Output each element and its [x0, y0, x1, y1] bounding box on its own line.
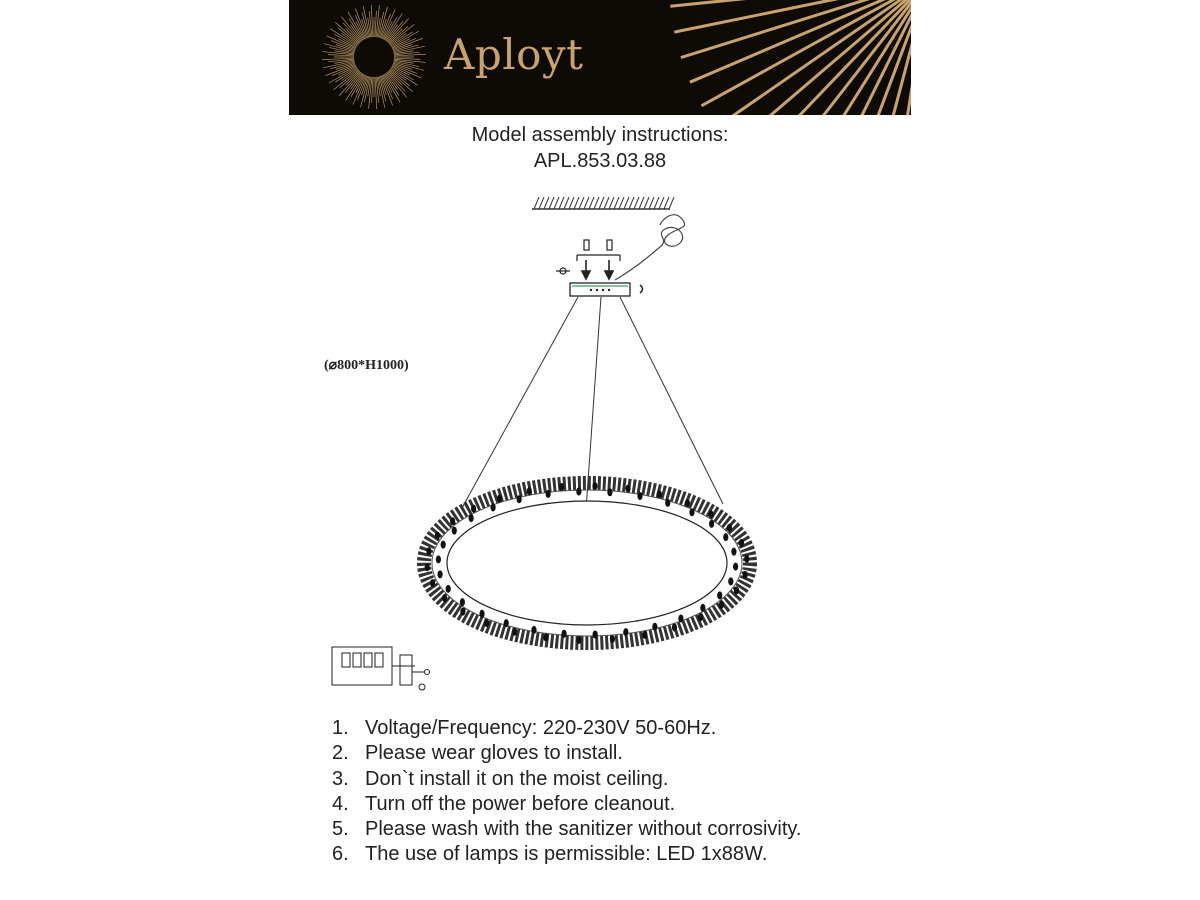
list-item: [332, 842, 801, 867]
brand-name: Aployt: [444, 30, 584, 79]
power-wire-icon: [615, 215, 685, 280]
item-number: 1.: [332, 717, 349, 739]
item-text: Don`t install it on the moist ceiling.: [365, 767, 669, 790]
item-number: 6.: [332, 843, 349, 866]
wiring-diagram-icon: [332, 647, 430, 690]
list-item: [332, 767, 801, 792]
arrow-down-icon: [582, 260, 613, 279]
list-item: [332, 792, 801, 817]
item-number: 3.: [332, 767, 349, 790]
page-title: Model assembly instructions:: [471, 124, 729, 146]
sunburst-logo-icon: [289, 0, 911, 115]
item-text: The use of lamps is permissible: LED 1x88W.: [365, 843, 768, 866]
model-number: APL.853.03.88: [533, 150, 667, 172]
item-text: Please wash with the sanitizer without corrosivity.: [365, 818, 802, 841]
anchor-icon: [556, 268, 570, 274]
item-text: Please wear gloves to install.: [365, 742, 623, 765]
instructions-list: [332, 716, 801, 868]
item-number: 5.: [332, 818, 349, 841]
dimensions-label: (⌀800*H1000): [324, 358, 409, 373]
brand-banner: [289, 0, 911, 115]
list-item: [332, 817, 801, 842]
screw-icon: [577, 240, 620, 261]
crystal-ring-icon: [424, 482, 750, 644]
item-text: Turn off the power before cleanout.: [365, 792, 676, 815]
list-item: [332, 716, 801, 741]
ceiling-icon: [532, 197, 674, 209]
assembly-diagram: [320, 185, 780, 705]
item-number: 4.: [332, 792, 349, 815]
list-item: [332, 741, 801, 766]
item-text: Voltage/Frequency: 220-230V 50-60Hz.: [365, 717, 717, 739]
canopy-icon: [570, 283, 643, 296]
item-number: 2.: [332, 742, 349, 765]
